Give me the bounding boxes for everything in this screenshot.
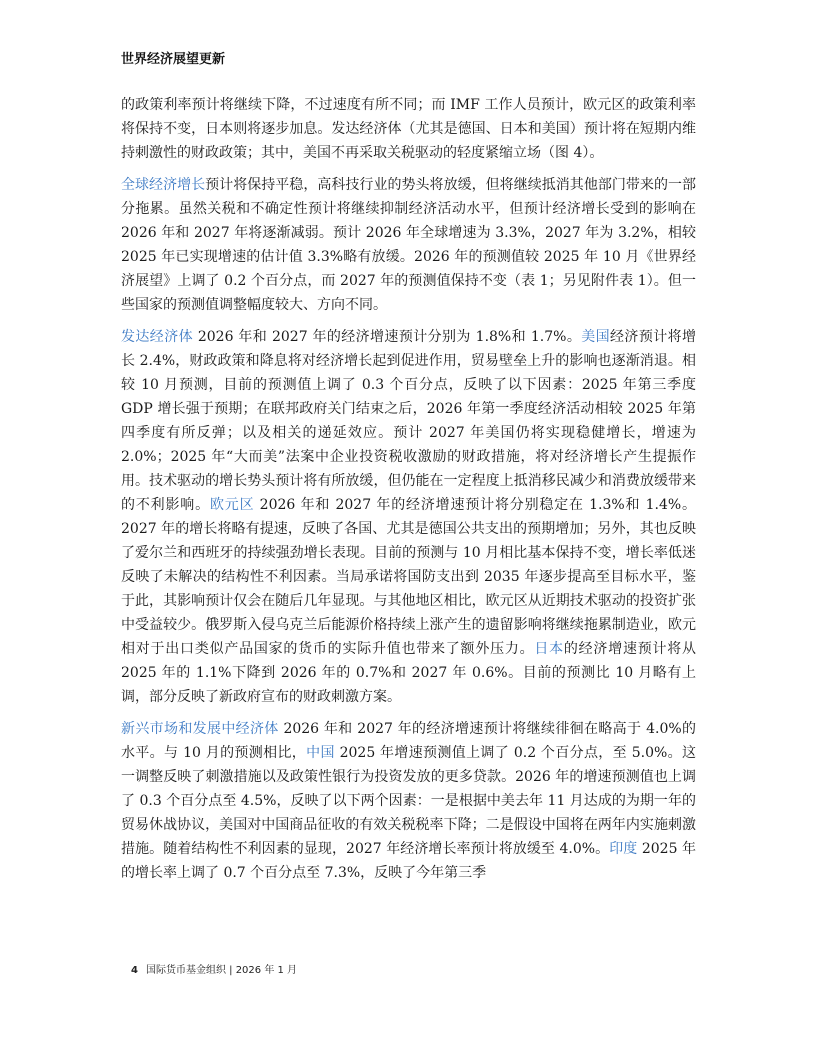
highlight-euro-area: 欧元区 [209, 497, 255, 513]
paragraph-text: 2025 年增速预测值上调了 0.2 个百分点，至 5.0%。这一调整反映了刺激措施以及政策性银行为投资发放的更多贷款。2026 年的增速预测值也上调了 0.3 个百分点至 4.5%，反映了以下两个因素：一是根据中美去年 11 月达成的为期一年的贸易休战协议，美国对中国商品征收的有效关税税率下降；二是假设中国将在两年内实施刺激措施。随着结构性不利因素的显现，2027 年经济增长率预计将放缓至 4.0%。 [121, 745, 697, 857]
highlight-united-states: 美国 [581, 329, 611, 345]
paragraph-text: 2025 年的增长率上调了 0.7 个百分点至 7.3%，反映了今年第三季 [121, 841, 697, 881]
highlight-india: 印度 [609, 841, 638, 857]
body-text [121, 93, 696, 893]
paragraph-text: 的政策利率预计将继续下降，不过速度有所不同；而 IMF 工作人员预计，欧元区的政策利率将保持不变，日本则将逐步加息。发达经济体（尤其是德国、日本和美国）预计将在短期内维持刺激性的财政政策；其中，美国不再采取关税驱动的轻度紧缩立场（图 4）。 [121, 97, 696, 161]
page-footer [131, 961, 297, 976]
paragraph-text: 经济预计将增长 2.4%，财政政策和降息将对经济增长起到促进作用，贸易壁垒上升的影响也逐渐消退。相较 10 月预测，目前的预测值上调了 0.3 个百分点，反映了以下因素：2025 年第三季度 GDP 增长强于预期；在联邦政府关门结束之后，2026 年第一季度经济活动相较 2025 年第四季度有所反弹；以及相关的递延效应。预计 2027 年美国仍将实现稳健增长，增速为 2.0%；2025 年“大而美”法案中企业投资税收激励的财政措施，将对经济增长产生提振作用。技术驱动的增长势头预计将有所放缓，但仍能在一定程度上抵消移民减少和消费放缓带来的不利影响。 [121, 329, 697, 513]
paragraph-text: 预计将保持平稳，高科技行业的势头将放缓，但将继续抵消其他部门带来的一部分拖累。虽然关税和不确定性预计将继续抑制经济活动水平，但预计经济增长受到的影响在 2026 年和 2027 年将逐渐减弱。预计 2026 年全球增速为 3.3%，2027 年为 3.2%，相较 2025 年已实现增速的估计值 3.3%略有放缓。2026 年的预测值较 2025 年 10 月《世界经济展望》上调了 0.2 个百分点，而 2027 年的预测值保持不变（表 1；另见附件表 1）。但一些国家的预测值调整幅度较大、方向不同。 [121, 177, 697, 313]
running-header: 世界经济展望更新 [121, 52, 226, 67]
highlight-emerging-markets: 新兴市场和发展中经济体 [121, 721, 279, 737]
paragraph-text: 2026 年和 2027 年的经济增速预计将分别稳定在 1.3%和 1.4%。2027 年的增长将略有提速，反映了各国、尤其是德国公共支出的预期增加；另外，其也反映了爱尔兰和西班牙的持续强劲增长表现。目前的预测与 10 月相比基本保持不变，增长率低迷反映了未解决的结构性不利因素。当局承诺将国防支出到 2035 年逐步提高至目标水平，鉴于此，其影响预计仅会在随后几年显现。与其他地区相比，欧元区从近期技术驱动的投资扩张中受益较少。俄罗斯入侵乌克兰后能源价格持续上涨产生的遗留影响将继续拖累制造业，欧元相对于出口类似产品国家的货币的实际升值也带来了额外压力。 [121, 497, 697, 657]
highlight-japan: 日本 [534, 641, 564, 657]
paragraph-advanced-economies [121, 325, 696, 709]
paragraph [121, 93, 696, 165]
paragraph-text: 的经济增速预计将从 2025 年的 1.1%下降到 2026 年的 0.7%和 2027 年 0.6%。目前的预测比 10 月略有上调，部分反映了新政府宣布的财政刺激方案。 [121, 641, 697, 705]
paragraph-text: 2026 年和 2027 年的经济增速预计将继续徘徊在略高于 4.0%的水平。与 10 月的预测相比， [121, 721, 697, 761]
page-number: 4 [131, 965, 138, 976]
paragraph-text: 2026 年和 2027 年的经济增速预计分别为 1.8%和 1.7%。 [193, 329, 582, 345]
footer-text: 国际货币基金组织 | 2026 年 1 月 [145, 965, 298, 976]
highlight-advanced-economies: 发达经济体 [121, 329, 193, 345]
paragraph-global-growth [121, 173, 696, 317]
highlight-global-growth: 全球经济增长 [121, 177, 206, 193]
paragraph-emerging-markets [121, 717, 696, 885]
highlight-china: 中国 [306, 745, 335, 761]
